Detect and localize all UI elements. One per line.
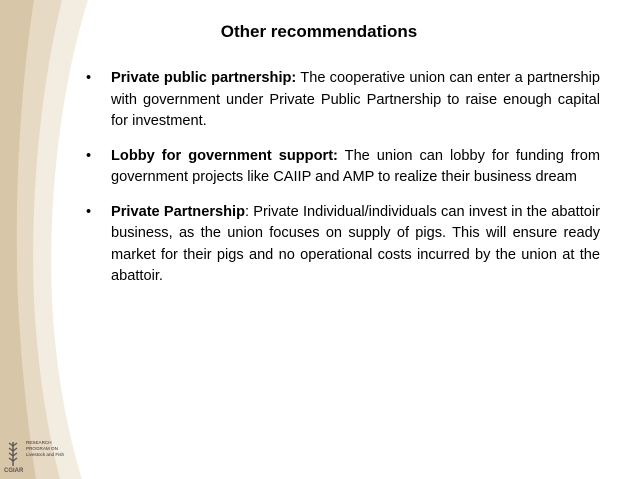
item-heading: Private Partnership xyxy=(111,203,246,220)
cgiar-logo xyxy=(4,438,84,476)
bullet-marker: • xyxy=(86,147,92,164)
logo-line: PROGRAM ON xyxy=(26,446,58,451)
item-text: The union can lobby for funding from government projects like CAIIP and AMP to realize their business dream xyxy=(111,147,600,185)
logo-line: RESEARCH xyxy=(26,440,52,445)
logo-org-name: CGIAR xyxy=(4,468,24,474)
logo-program-text xyxy=(26,440,86,458)
bullet-marker: • xyxy=(86,70,92,86)
list-item xyxy=(86,68,600,133)
recommendations-list xyxy=(86,68,600,301)
item-text: The cooperative union can enter a partnership with government under Private Public Partnership to raise enough capital for investment. xyxy=(111,70,601,129)
decorative-swoosh xyxy=(0,0,90,479)
list-item xyxy=(86,146,600,189)
item-text: : Private Individual/individuals can invest in the abattoir business, as the union focuses on supply of pigs. This will ensure ready market for their pigs and no operational costs incurred by the union at the abattoir. xyxy=(111,203,600,284)
slide-title: Other recommendations xyxy=(220,22,418,41)
bullet-marker: • xyxy=(86,203,92,220)
item-heading: Private public partnership: xyxy=(111,70,297,86)
item-heading: Lobby for government support: xyxy=(111,147,338,164)
list-item xyxy=(86,202,600,288)
logo-line: Livestock and Fish xyxy=(26,452,65,457)
